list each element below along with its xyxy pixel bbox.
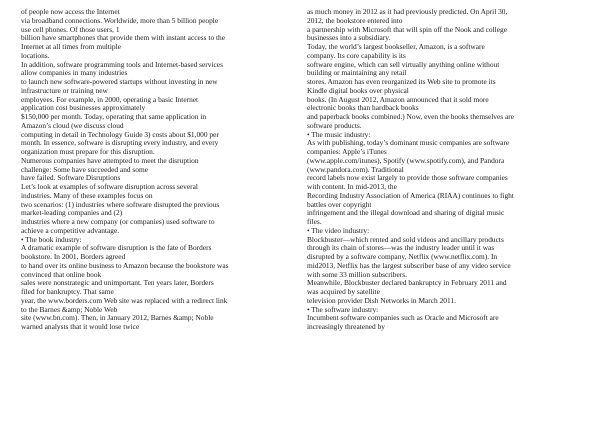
- text-line: 2012, the bookstore entered into: [307, 16, 403, 25]
- text-line: use cell phones. Of those users, 1: [21, 25, 120, 34]
- text-line: industries where a new company (or companies) used software to: [21, 218, 215, 226]
- text-line: employees. For example, in 2000, operating a basic Internet: [21, 95, 199, 104]
- text-line: Internet at all times from multiple: [21, 43, 121, 51]
- text-line: of people now access the Internet: [21, 8, 120, 16]
- text-line: record labels now exist largely to provide those software companies: [307, 174, 508, 183]
- text-line: Let’s look at examples of software disruption across several: [21, 183, 198, 191]
- text-line: Recording Industry Association of America (RIAA) continues to fight: [307, 191, 514, 200]
- text-line: with content. In mid-2013, the: [307, 183, 397, 191]
- text-line: • The music industry:: [307, 130, 371, 139]
- text-line: • The book industry:: [21, 235, 82, 244]
- text-line: building or maintaining any retail: [307, 69, 407, 78]
- text-line: • The video industry:: [307, 226, 370, 235]
- text-line: infringement and the illegal download and sharing of digital music: [307, 209, 505, 218]
- text-line: to launch new software-powered startups without investing in new: [21, 78, 218, 86]
- text-line: electronic books than hardback books: [307, 104, 419, 113]
- text-line: with some 33 million subscribers.: [307, 270, 407, 279]
- left-text-column: [21, 8, 293, 332]
- text-line: Incumbent software companies such as Oracle and Microsoft are: [307, 314, 499, 323]
- text-line: Numerous companies have attempted to meet the disruption: [21, 156, 199, 165]
- text-line: organization must prepare for this disruption.: [21, 148, 155, 156]
- text-line: books. (In August 2012, Amazon announced that it sold more: [307, 95, 489, 104]
- text-line: allow companies in many industries: [21, 69, 128, 78]
- text-line: companies: Apple’s iTunes: [307, 148, 387, 156]
- text-line: Kindle digital books over physical: [307, 86, 409, 95]
- text-line: company. Its core capability is its: [307, 51, 406, 60]
- text-line: sales were nonstrategic and unimportant. Ten years later, Borders: [21, 279, 214, 288]
- text-line: software products.: [307, 121, 362, 130]
- text-line: infrastructure or training new: [21, 86, 108, 95]
- text-line: television provider Dish Networks in March 2011.: [307, 296, 456, 305]
- text-line: a partnership with Microsoft that will spin off the Nook and college: [307, 25, 507, 34]
- text-line: billion have smartphones that provide them with instant access to the: [21, 34, 226, 43]
- text-line: As with publishing, today’s dominant music companies are software: [307, 139, 510, 148]
- text-line: battles over copyright: [307, 200, 372, 209]
- text-line: site (www.bn.com). Then, in January 2012, Barnes &amp; Noble: [21, 314, 214, 323]
- text-line: application cost businesses approximately: [21, 104, 146, 113]
- text-line: bookstore. In 2001, Borders agreed: [21, 253, 126, 261]
- text-line: Amazon’s cloud (we discuss cloud: [21, 121, 124, 130]
- text-line: Meanwhile, Blockbuster declared bankruptcy in February 2011 and: [307, 279, 507, 288]
- text-line: and paperback books combined.) Now, even the books themselves are: [307, 113, 515, 121]
- text-line: $150,000 per month. Today, operating that same application in: [21, 113, 207, 121]
- text-line: files.: [307, 218, 322, 226]
- text-line: industries. Many of these examples focus on: [21, 191, 153, 200]
- text-line: challenge: Some have succeeded and some: [21, 165, 149, 174]
- text-line: • The software industry:: [307, 305, 379, 314]
- text-line: In addition, software programming tools and Internet-based services: [21, 60, 223, 69]
- text-line: to the Barnes &amp; Noble Web: [21, 305, 118, 314]
- text-line: computing in detail in Technology Guide 3) costs about $1,000 per: [21, 130, 219, 139]
- text-line: A dramatic example of software disruption is the fate of Borders: [21, 244, 212, 253]
- text-line: Today, the world’s largest bookseller, Amazon, is a software: [307, 43, 485, 51]
- text-line: through its chain of stores—was the industry leader until it was: [307, 244, 495, 253]
- text-line: stores. Amazon has even reorganized its Web site to promote its: [307, 78, 496, 86]
- text-line: increasingly threatened by: [307, 323, 385, 331]
- text-line: year, the www.borders.com Web site was replaced with a redirect link: [21, 296, 228, 305]
- text-line: was acquired by satellite: [307, 288, 380, 296]
- text-line: filed for bankruptcy. That same: [21, 288, 114, 296]
- text-line: have failed. Software Disruptions: [21, 174, 121, 183]
- text-line: Blockbuster—which rented and sold videos and ancillary products: [307, 235, 504, 244]
- text-line: achieve a competitive advantage.: [21, 226, 120, 235]
- text-line: convinced that online book: [21, 270, 102, 279]
- right-text-column: [307, 8, 585, 332]
- text-line: software engine, which can sell virtually anything online without: [307, 60, 500, 69]
- text-line: two scenarios: (1) industries where software disrupted the previous: [21, 200, 220, 209]
- text-line: locations.: [21, 51, 50, 60]
- text-line: market-leading companies and (2): [21, 209, 123, 218]
- text-line: as much money in 2012 as it had previously predicted. On April 30,: [307, 8, 508, 16]
- text-line: via broadband connections. Worldwide, more than 5 billion people: [21, 16, 219, 25]
- text-line: to hand over its online business to Amazon because the bookstore was: [21, 261, 229, 270]
- text-line: (www.apple.com/itunes), Spotify (www.spotify.com), and Pandora: [307, 156, 505, 165]
- text-line: month. In essence, software is disrupting every industry, and every: [21, 139, 219, 148]
- text-line: (www.pandora.com). Traditional: [307, 165, 404, 174]
- text-line: warned analysts that it would lose twice: [21, 323, 140, 331]
- text-line: disrupted by a software company, Netflix (www.netflix.com). In: [307, 253, 498, 261]
- text-line: mid2013, Netflix has the largest subscriber base of any video service: [307, 261, 511, 270]
- text-line: businesses into a subsidiary.: [307, 34, 391, 43]
